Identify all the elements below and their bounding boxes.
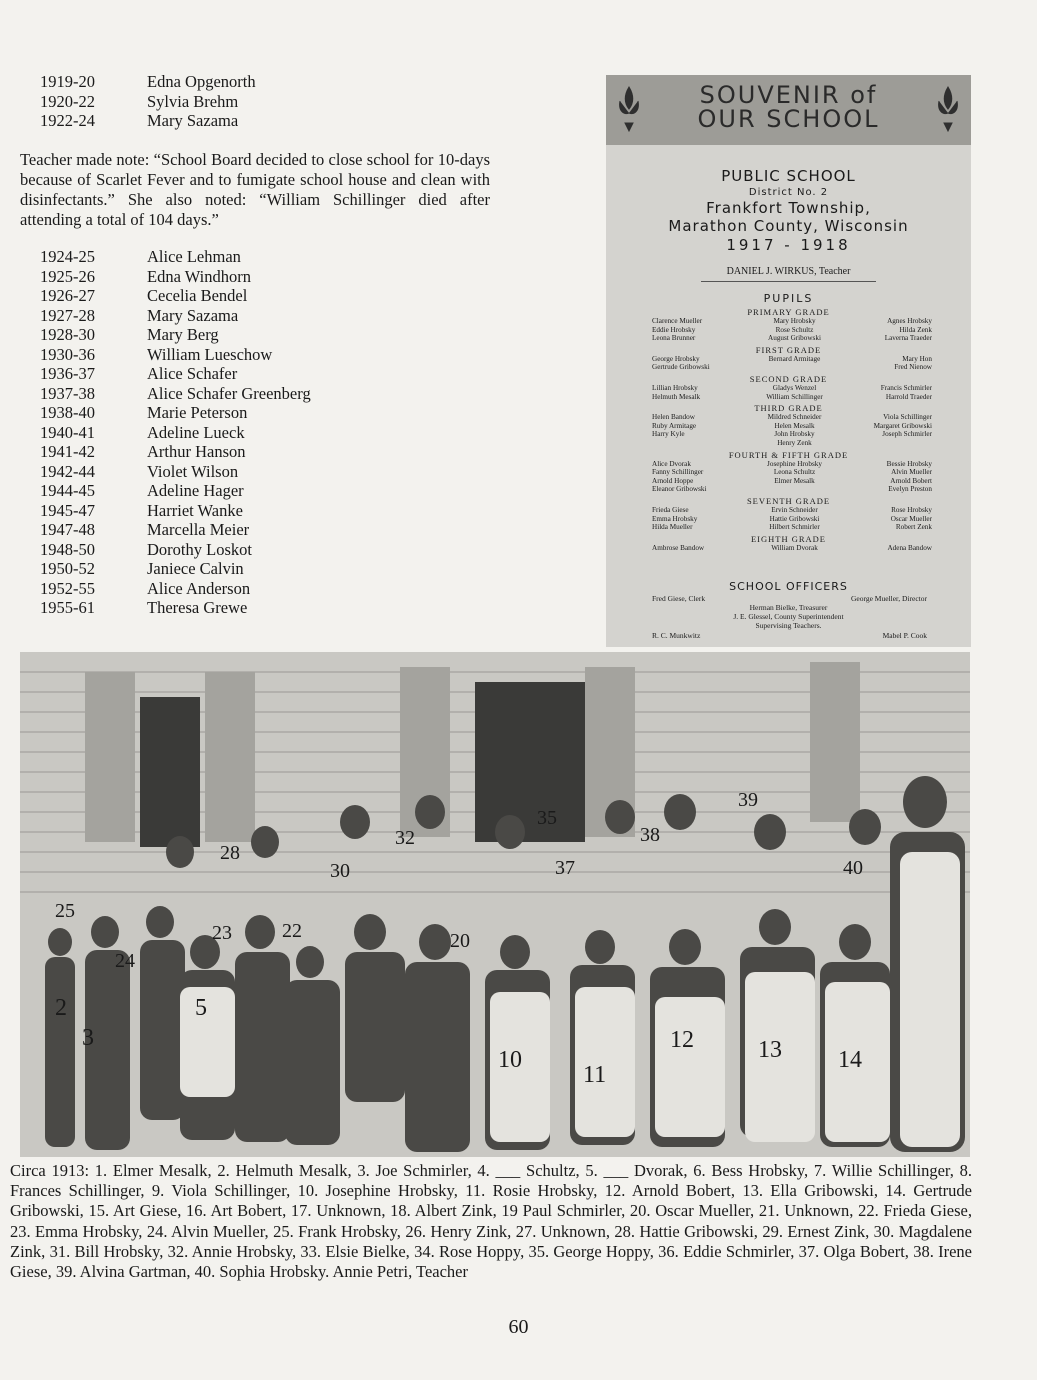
officer-teacher-1: R. C. Munkwitz: [652, 631, 701, 640]
teacher-name: Marie Peterson: [147, 403, 248, 422]
pupil-row: [652, 477, 932, 486]
pupil-row: [652, 439, 932, 448]
teacher-name: Mary Berg: [147, 325, 219, 344]
teacher-row: [40, 559, 311, 579]
photo-number-label: 14: [838, 1047, 862, 1073]
pupil-name: Helen Mesalk: [774, 421, 815, 430]
pupil-name: Rose Hrobsky: [891, 506, 932, 514]
pupil-name: Henry Zenk: [777, 439, 812, 447]
pupil-name: Oscar Mueller: [890, 514, 932, 523]
photo-number-label: 2: [55, 995, 67, 1021]
teacher-name: Dorothy Loskot: [147, 539, 252, 559]
card-county: Marathon County, Wisconsin: [668, 217, 909, 235]
card-teacher: DANIEL J. WIRKUS, Teacher: [726, 266, 851, 277]
teacher-years: 1945-47: [40, 500, 95, 520]
photo-number-label: 22: [282, 920, 302, 942]
teacher-name: Harriet Wanke: [147, 500, 243, 520]
teacher-name: Mary Sazama: [147, 111, 239, 130]
pupil-name: Lillian Hrobsky: [652, 384, 698, 392]
card-district: District No. 2: [748, 187, 829, 198]
teacher-years: 1927-28: [40, 305, 95, 325]
pupil-name: Eleanor Gribowski: [652, 485, 707, 494]
pupil-name: Leona Brunner: [652, 334, 696, 343]
pupil-name: Josephine Hrobsky: [767, 459, 822, 468]
pupil-row: [652, 326, 932, 335]
teacher-name: Alice Anderson: [147, 578, 251, 598]
teacher-name: William Lueschow: [147, 344, 273, 364]
class-photo: [20, 652, 970, 1157]
photo-number-label: 3: [82, 1025, 94, 1051]
pupil-name: Emma Hrobsky: [652, 514, 698, 523]
teacher-list-bottom: [40, 247, 311, 618]
card-school: PUBLIC SCHOOL: [721, 167, 856, 185]
grade-heading: FOURTH & FIFTH GRADE: [728, 449, 849, 460]
teacher-name: Violet Wilson: [147, 461, 239, 481]
page-number: 60: [508, 1316, 529, 1338]
teacher-row: [40, 403, 311, 423]
teacher-years: 1928-30: [40, 325, 95, 344]
pupil-row: [652, 544, 932, 553]
teacher-row: [40, 579, 311, 599]
pupil-name: Harry Kyle: [652, 430, 685, 439]
pupil-row: [652, 355, 932, 364]
pupil-name: Helen Bandow: [652, 413, 695, 422]
teacher-years: 1944-45: [40, 481, 95, 500]
card-title-line2: OUR SCHOOL: [697, 105, 880, 133]
pupil-name: Mildred Schneider: [767, 413, 822, 422]
grade-heading: SECOND GRADE: [749, 374, 828, 384]
pupil-name: Arnold Bobert: [890, 476, 932, 485]
pupil-row: [652, 334, 932, 343]
pupil-name: Elmer Mesalk: [774, 476, 815, 485]
pupil-name: [652, 439, 747, 448]
teacher-row: [40, 384, 311, 404]
pupil-name: August Gribowski: [768, 334, 821, 343]
pupil-row: [652, 506, 932, 515]
teacher-years: 1941-42: [40, 442, 95, 461]
photo-number-label: 5: [195, 995, 207, 1021]
pupil-name: Ruby Armitage: [652, 421, 697, 430]
pupil-name: [747, 363, 842, 372]
teacher-name: Alice Lehman: [147, 247, 241, 266]
teacher-name: Alice Schafer: [147, 364, 238, 383]
officer-treasurer: Herman Bielke, Treasurer: [749, 603, 828, 612]
photo-number-label: 37: [555, 857, 575, 879]
photo-number-label: 20: [450, 930, 470, 952]
teacher-name: Alice Schafer Greenberg: [147, 383, 311, 403]
teacher-years: 1926-27: [40, 286, 95, 305]
fleur-ornament-icon: [935, 83, 961, 135]
pupil-name: Ervin Schneider: [771, 506, 818, 514]
pupil-row: [652, 485, 932, 494]
officer-teacher-2: Mabel P. Cook: [882, 631, 927, 640]
teacher-row: [40, 345, 311, 365]
teacher-row: [40, 111, 256, 131]
teacher-row: [40, 247, 311, 267]
teacher-years: 1937-38: [40, 383, 95, 403]
pupil-name: Frieda Giese: [652, 506, 689, 514]
pupil-name: [747, 485, 842, 494]
teacher-row: [40, 501, 311, 521]
pupil-name: Fred Nienow: [894, 363, 932, 372]
pupil-name: [842, 439, 932, 448]
teacher-row: [40, 92, 256, 112]
pupil-name: Mary Hrobsky: [773, 317, 816, 325]
teacher-years: 1925-26: [40, 266, 95, 286]
pupil-row: [652, 430, 932, 439]
teacher-row: [40, 325, 311, 345]
teacher-name: Theresa Grewe: [147, 598, 248, 617]
teacher-name: Edna Windhorn: [147, 266, 251, 286]
teacher-row: [40, 481, 311, 501]
teacher-years: 1924-25: [40, 247, 95, 266]
pupil-name: Bessie Hrobsky: [886, 459, 932, 468]
pupil-name: Agnes Hrobsky: [887, 317, 932, 325]
pupil-name: Bernard Armitage: [768, 354, 821, 363]
grade-heading: EIGHTH GRADE: [750, 533, 827, 544]
officer-clerk: Fred Giese, Clerk: [652, 594, 706, 603]
pupil-name: John Hrobsky: [774, 430, 815, 439]
teacher-name: Arthur Hanson: [147, 442, 246, 461]
teacher-row: [40, 520, 311, 540]
teacher-years: 1948-50: [40, 539, 95, 559]
grade-heading: PRIMARY GRADE: [747, 307, 830, 317]
photo-number-label: 28: [220, 842, 240, 864]
teacher-years: 1922-24: [40, 111, 95, 130]
pupil-name: Joseph Schmirler: [882, 430, 932, 439]
pupil-name: Alice Dvorak: [652, 459, 691, 468]
teacher-row: [40, 598, 311, 618]
pupil-row: [652, 422, 932, 431]
pupil-name: Robert Zenk: [895, 523, 932, 532]
photo-number-label: 35: [537, 807, 557, 829]
teacher-years: 1920-22: [40, 91, 95, 111]
photo-caption: Circa 1913: 1. Elmer Mesalk, 2. Helmuth Mesalk, 3. Joe Schmirler, 4. ___ Schultz, 5. ___ Dvorak, 6. Bess Hrobsky, 7. Willie Schillinger, 8. Frances Schillinger, 9. Viola Schillinger, 10. Josephine Hrobsky, 11. Rosie Hrobsky, 12. Arnold Bobert, 13. Ella Gribowski, 14. Gertrude Gribowski, 15. Art Giese, 16. Art Bobert, 17. Unknown, 18. Albert Zink, 19 Paul Schmirler, 20. Oscar Mueller, 21. Unknown, 22. Frieda Giese, 23. Emma Hrobsky, 24. Alvin Mueller, 25. Frank Hrobsky, 26. Henry Zink, 27. Unknown, 28. Hattie Gribowski, 29. Ernest Zink, 30. Magdalene Zink, 31. Bill Hrobsky, 32. Annie Hrobsky, 33. Elsie Bielke, 34. Rose Hoppy, 35. George Hoppy, 36. Eddie Schmirler, 37. Olga Bobert, 38. Irene Giese, 39. Alvina Gartman, 40. Sophia Hrobsky. Annie Petri, Teacher: [10, 1161, 972, 1282]
pupil-row: [652, 384, 932, 393]
teacher-years: 1919-20: [40, 72, 95, 91]
pupil-name: Leona Schultz: [773, 468, 816, 477]
teacher-years: 1947-48: [40, 520, 95, 539]
fleur-ornament-icon: [616, 83, 642, 135]
pupil-name: Rose Schultz: [775, 325, 814, 334]
pupil-row: [652, 393, 932, 402]
pupil-name: Viola Schillinger: [883, 413, 932, 422]
teacher-name: Adeline Lueck: [147, 422, 245, 442]
photo-number-label: 24: [115, 950, 135, 972]
teacher-row: [40, 286, 311, 306]
grade-heading: THIRD GRADE: [754, 403, 823, 414]
teacher-name: Marcella Meier: [147, 520, 250, 539]
class-photo-image: [20, 652, 970, 1157]
teacher-years: 1930-36: [40, 344, 95, 364]
teacher-row: [40, 72, 256, 92]
photo-number-label: 39: [738, 789, 758, 811]
pupil-row: [652, 523, 932, 532]
pupil-name: Hilda Zenk: [899, 325, 932, 334]
photo-number-label: 13: [758, 1037, 782, 1063]
card-title-line1: SOUVENIR of: [699, 81, 878, 109]
pupil-name: William Dvorak: [771, 543, 818, 552]
pupil-name: Clarence Mueller: [652, 317, 703, 325]
teacher-row: [40, 540, 311, 560]
teacher-years: 1955-61: [40, 598, 95, 617]
pupil-name: Hattie Gribowski: [769, 514, 820, 523]
pupil-name: Gertrude Gribowski: [652, 363, 710, 372]
photo-number-label: 40: [843, 857, 863, 879]
card-years: 1917 - 1918: [726, 236, 851, 254]
grade-heading: FIRST GRADE: [755, 344, 822, 355]
pupil-name: Harrold Traeder: [885, 392, 932, 401]
teacher-row: [40, 267, 311, 287]
pupil-row: [652, 460, 932, 469]
officer-supervising: Supervising Teachers.: [755, 621, 822, 630]
teacher-row: [40, 423, 311, 443]
pupil-name: Hilda Mueller: [652, 523, 693, 532]
pupil-name: George Hrobsky: [652, 354, 700, 363]
photo-number-label: 12: [670, 1027, 694, 1053]
teacher-name: Mary Sazama: [147, 305, 239, 325]
teacher-note: Teacher made note: “School Board decided to close school for 10-days because of Scarlet Fever and to fumigate school house and clean with disinfectants.” She also noted: “William Schillinger died after attending a total of 104 days.”: [20, 150, 490, 229]
pupil-name: Eddie Hrobsky: [652, 325, 696, 334]
pupil-name: Adena Bandow: [887, 543, 932, 552]
pupils-heading: PUPILS: [763, 292, 814, 305]
photo-number-label: 10: [498, 1047, 522, 1073]
teacher-years: 1938-40: [40, 403, 95, 422]
photo-number-label: 25: [55, 900, 75, 922]
teacher-row: [40, 462, 311, 482]
pupil-name: Laverna Traeder: [884, 334, 932, 343]
pupil-name: William Schillinger: [766, 392, 823, 401]
teacher-row: [40, 306, 311, 326]
officer-superintendent: J. E. Glessel, County Superintendent: [733, 612, 844, 621]
pupil-row: [652, 363, 932, 372]
teacher-years: 1952-55: [40, 578, 95, 598]
souvenir-card: [606, 75, 971, 647]
pupil-name: Ambrose Bandow: [652, 543, 705, 552]
pupil-name: Mary Hon: [902, 354, 932, 363]
teacher-row: [40, 364, 311, 384]
teacher-years: 1942-44: [40, 461, 95, 481]
pupil-name: Fanny Schillinger: [652, 468, 704, 477]
card-township: Frankfort Township,: [706, 199, 871, 217]
pupil-name: Arnold Hoppe: [652, 476, 694, 485]
pupil-name: Margaret Gribowski: [873, 421, 932, 430]
teacher-years: 1936-37: [40, 364, 95, 383]
pupil-row: [652, 317, 932, 326]
teacher-years: 1950-52: [40, 559, 95, 578]
card-header: [606, 75, 971, 145]
pupil-row: [652, 515, 932, 524]
teacher-name: Adeline Hager: [147, 481, 244, 500]
pupil-name: Alvin Mueller: [891, 468, 932, 477]
teacher-name: Edna Opgenorth: [147, 72, 256, 91]
photo-number-label: 11: [583, 1062, 607, 1088]
pupil-name: Gladys Wenzel: [772, 384, 817, 392]
officers-heading: SCHOOL OFFICERS: [729, 580, 848, 593]
pupil-row: [652, 413, 932, 422]
pupil-name: Helmuth Mesalk: [652, 392, 701, 401]
card-divider: [701, 281, 876, 282]
pupil-name: Evelyn Preston: [888, 485, 932, 494]
teacher-name: Cecelia Bendel: [147, 286, 248, 305]
teacher-years: 1940-41: [40, 422, 95, 442]
pupil-name: Francis Schmirler: [880, 384, 932, 392]
pupil-row: [652, 468, 932, 477]
teacher-name: Sylvia Brehm: [147, 91, 239, 111]
photo-number-label: 38: [640, 824, 660, 846]
photo-number-label: 30: [330, 860, 350, 882]
teacher-name: Janiece Calvin: [147, 559, 244, 578]
photo-number-label: 23: [212, 922, 232, 944]
teacher-list-top: [40, 72, 256, 131]
photo-number-label: 32: [395, 827, 415, 849]
pupil-name: Hilbert Schmirler: [769, 523, 820, 532]
grade-heading: SEVENTH GRADE: [746, 496, 831, 506]
teacher-row: [40, 442, 311, 462]
officer-director: George Mueller, Director: [851, 594, 927, 603]
